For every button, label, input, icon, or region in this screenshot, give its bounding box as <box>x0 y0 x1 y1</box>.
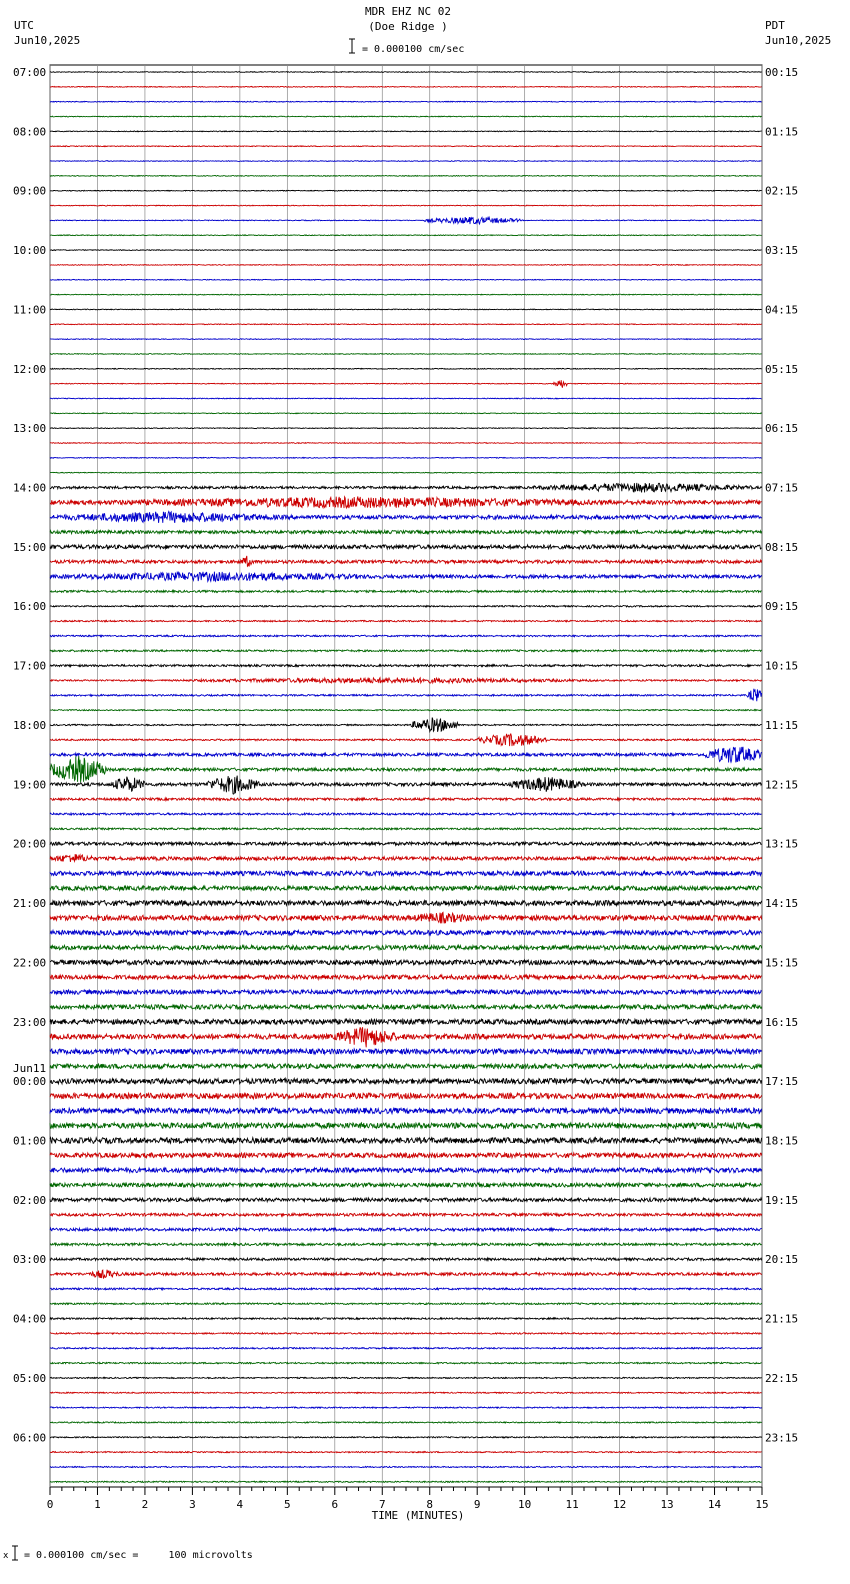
pdt-time-label: 00:15 <box>765 66 799 79</box>
utc-time-label: 15:00 <box>13 540 47 554</box>
trace-row-85 <box>50 1333 762 1334</box>
trace-row-50 <box>50 813 762 815</box>
trace-row-94 <box>50 1466 762 1467</box>
trace-row-83 <box>50 1303 762 1305</box>
trace-row-13 <box>50 265 762 266</box>
trace-row-32 <box>50 545 762 549</box>
trace-row-36 <box>50 606 762 607</box>
trace-row-37 <box>50 620 762 621</box>
pdt-time-label: 17:15 <box>765 1075 799 1089</box>
utc-time-label: 16:00 <box>13 600 47 614</box>
trace-row-26 <box>50 457 762 458</box>
x-tick-label: 7 <box>378 1498 386 1511</box>
trace-row-92 <box>50 1437 762 1438</box>
pdt-time-label: 06:15 <box>765 422 799 436</box>
left-timezone: UTC <box>14 19 34 32</box>
x-tick-label: 14 <box>707 1498 722 1511</box>
trace-row-1 <box>50 86 762 87</box>
utc-time-label: 14:00 <box>13 481 47 495</box>
trace-row-46 <box>50 747 762 763</box>
x-tick-label: 15 <box>755 1498 769 1511</box>
trace-row-16 <box>50 309 762 310</box>
pdt-time-label: 23:15 <box>765 1431 799 1445</box>
trace-row-54 <box>50 871 762 875</box>
trace-row-64 <box>50 1019 762 1024</box>
trace-row-20 <box>50 368 762 369</box>
utc-time-label: 01:00 <box>13 1134 47 1148</box>
trace-row-95 <box>50 1481 762 1482</box>
trace-row-89 <box>50 1392 762 1393</box>
footer-scale-bar-icon <box>12 1546 18 1560</box>
pdt-time-label: 01:15 <box>765 125 799 139</box>
trace-row-56 <box>50 900 762 905</box>
trace-row-67 <box>50 1064 762 1069</box>
trace-row-77 <box>50 1213 762 1216</box>
trace-row-48 <box>50 776 762 795</box>
trace-row-87 <box>50 1362 762 1363</box>
x-tick-label: 1 <box>94 1498 101 1511</box>
right-timezone: PDT <box>765 19 785 32</box>
pdt-time-label: 12:15 <box>765 778 799 792</box>
trace-row-42 <box>50 689 762 701</box>
trace-row-28 <box>50 483 762 493</box>
footer-scale-prefix: x <box>3 1551 9 1561</box>
trace-row-57 <box>50 912 762 923</box>
trace-row-69 <box>50 1093 762 1099</box>
x-tick-label: 0 <box>46 1498 54 1511</box>
utc-time-label: 19:00 <box>13 778 47 792</box>
trace-row-6 <box>50 161 762 162</box>
pdt-time-label: 19:15 <box>765 1193 799 1207</box>
pdt-time-label: 03:15 <box>765 244 799 258</box>
trace-row-17 <box>50 324 762 325</box>
trace-row-2 <box>50 101 762 102</box>
pdt-time-label: 02:15 <box>765 184 799 198</box>
utc-time-label: 10:00 <box>13 244 47 258</box>
trace-row-38 <box>50 635 762 637</box>
trace-row-21 <box>50 380 762 388</box>
pdt-time-label: 11:15 <box>765 718 799 732</box>
trace-row-34 <box>50 572 762 582</box>
trace-row-40 <box>50 665 762 667</box>
trace-row-10 <box>50 217 762 224</box>
trace-row-81 <box>50 1270 762 1279</box>
trace-row-47 <box>50 756 762 782</box>
x-tick-label: 5 <box>284 1498 291 1511</box>
trace-row-3 <box>50 116 762 117</box>
trace-row-22 <box>50 398 762 399</box>
trace-row-88 <box>50 1377 762 1378</box>
trace-row-72 <box>50 1138 762 1144</box>
trace-row-33 <box>50 556 762 567</box>
trace-row-31 <box>50 530 762 533</box>
utc-time-label: 09:00 <box>13 184 47 198</box>
pdt-time-label: 08:15 <box>765 540 799 554</box>
x-tick-label: 4 <box>236 1498 244 1511</box>
trace-row-68 <box>50 1079 762 1084</box>
trace-row-76 <box>50 1198 762 1202</box>
utc-time-label: 20:00 <box>13 837 47 851</box>
trace-row-90 <box>50 1407 762 1408</box>
chart-title: MDR EHZ NC 02 <box>364 5 452 18</box>
trace-row-84 <box>50 1318 762 1320</box>
x-tick-label: 8 <box>426 1498 434 1511</box>
trace-row-53 <box>50 854 762 862</box>
trace-row-73 <box>50 1153 762 1158</box>
utc-time-label: 22:00 <box>13 956 47 970</box>
trace-row-61 <box>50 975 762 979</box>
utc-time-label: 05:00 <box>13 1371 47 1385</box>
trace-row-4 <box>50 131 762 132</box>
trace-row-55 <box>50 886 762 890</box>
date-marker-label: Jun11 <box>13 1062 47 1076</box>
trace-row-15 <box>50 294 762 295</box>
utc-time-label: 17:00 <box>13 659 47 673</box>
pdt-time-label: 05:15 <box>765 362 799 376</box>
trace-row-70 <box>50 1108 762 1114</box>
pdt-time-label: 07:15 <box>765 481 799 495</box>
trace-row-5 <box>50 146 762 147</box>
trace-row-86 <box>50 1348 762 1349</box>
trace-row-78 <box>50 1228 762 1231</box>
trace-row-71 <box>50 1123 762 1129</box>
trace-row-41 <box>50 678 762 684</box>
pdt-time-label: 13:15 <box>765 837 799 851</box>
trace-row-30 <box>50 511 762 523</box>
trace-row-27 <box>50 472 762 473</box>
trace-row-59 <box>50 945 762 949</box>
trace-row-75 <box>50 1183 762 1187</box>
scale-bar-icon <box>349 39 355 53</box>
pdt-time-label: 04:15 <box>765 303 799 317</box>
utc-time-label: 11:00 <box>13 303 47 317</box>
trace-row-65 <box>50 1027 762 1047</box>
pdt-time-label: 18:15 <box>765 1134 799 1148</box>
utc-time-label: 18:00 <box>13 718 47 732</box>
scale-label: = 0.000100 cm/sec <box>362 44 465 55</box>
trace-row-91 <box>50 1422 762 1423</box>
trace-row-93 <box>50 1452 762 1453</box>
trace-row-14 <box>50 279 762 280</box>
pdt-time-label: 16:15 <box>765 1015 799 1029</box>
utc-time-label: 04:00 <box>13 1312 47 1326</box>
trace-row-7 <box>50 176 762 177</box>
trace-row-58 <box>50 930 762 935</box>
x-axis-label: TIME (MINUTES) <box>371 1509 465 1522</box>
pdt-time-label: 09:15 <box>765 600 799 614</box>
utc-time-label: 07:00 <box>13 66 47 79</box>
utc-time-label: 00:00 <box>13 1075 47 1089</box>
seismic-traces <box>50 72 762 1483</box>
trace-row-60 <box>50 960 762 965</box>
trace-row-11 <box>50 235 762 236</box>
trace-row-23 <box>50 413 762 414</box>
pdt-time-label: 10:15 <box>765 659 799 673</box>
utc-time-label: 02:00 <box>13 1193 47 1207</box>
utc-time-label: 12:00 <box>13 362 47 376</box>
trace-row-39 <box>50 650 762 652</box>
utc-time-label: 13:00 <box>13 422 47 436</box>
trace-row-80 <box>50 1258 762 1260</box>
trace-row-0 <box>50 72 762 73</box>
trace-row-66 <box>50 1049 762 1054</box>
trace-row-51 <box>50 828 762 830</box>
x-tick-label: 2 <box>141 1498 149 1511</box>
trace-row-35 <box>50 590 762 592</box>
trace-row-44 <box>50 718 762 732</box>
utc-time-label: 21:00 <box>13 897 47 911</box>
utc-time-label: 08:00 <box>13 125 47 139</box>
trace-row-19 <box>50 354 762 355</box>
pdt-time-label: 20:15 <box>765 1253 799 1267</box>
trace-row-12 <box>50 250 762 251</box>
pdt-time-label: 15:15 <box>765 956 799 970</box>
trace-row-63 <box>50 1005 762 1009</box>
x-tick-label: 12 <box>612 1498 627 1511</box>
trace-row-29 <box>50 497 762 509</box>
trace-row-45 <box>50 734 762 746</box>
trace-row-24 <box>50 428 762 429</box>
chart-subtitle: (Doe Ridge ) <box>368 20 448 33</box>
pdt-time-label: 22:15 <box>765 1371 799 1385</box>
left-date: Jun10,2025 <box>14 34 81 47</box>
x-tick-label: 3 <box>189 1498 196 1511</box>
trace-row-74 <box>50 1168 762 1173</box>
trace-row-8 <box>50 190 762 191</box>
x-axis <box>47 1487 769 1511</box>
utc-time-label: 06:00 <box>13 1431 47 1445</box>
trace-row-49 <box>50 798 762 800</box>
pdt-time-label: 14:15 <box>765 897 799 911</box>
pdt-time-label: 21:15 <box>765 1312 799 1326</box>
trace-row-43 <box>50 710 762 711</box>
trace-row-9 <box>50 205 762 206</box>
x-tick-label: 10 <box>518 1498 532 1511</box>
trace-row-25 <box>50 443 762 444</box>
x-tick-label: 11 <box>565 1498 579 1511</box>
x-tick-label: 6 <box>331 1498 339 1511</box>
footer-scale-label: = 0.000100 cm/sec = 100 microvolts <box>24 1550 253 1561</box>
trace-row-52 <box>50 842 762 845</box>
x-tick-label: 13 <box>660 1498 674 1511</box>
trace-row-18 <box>50 339 762 340</box>
trace-row-62 <box>50 990 762 994</box>
x-tick-label: 9 <box>473 1498 481 1511</box>
right-date: Jun10,2025 <box>765 34 832 47</box>
trace-row-79 <box>50 1243 762 1245</box>
utc-time-label: 03:00 <box>13 1253 47 1267</box>
trace-row-82 <box>50 1288 762 1290</box>
utc-time-label: 23:00 <box>13 1015 47 1029</box>
